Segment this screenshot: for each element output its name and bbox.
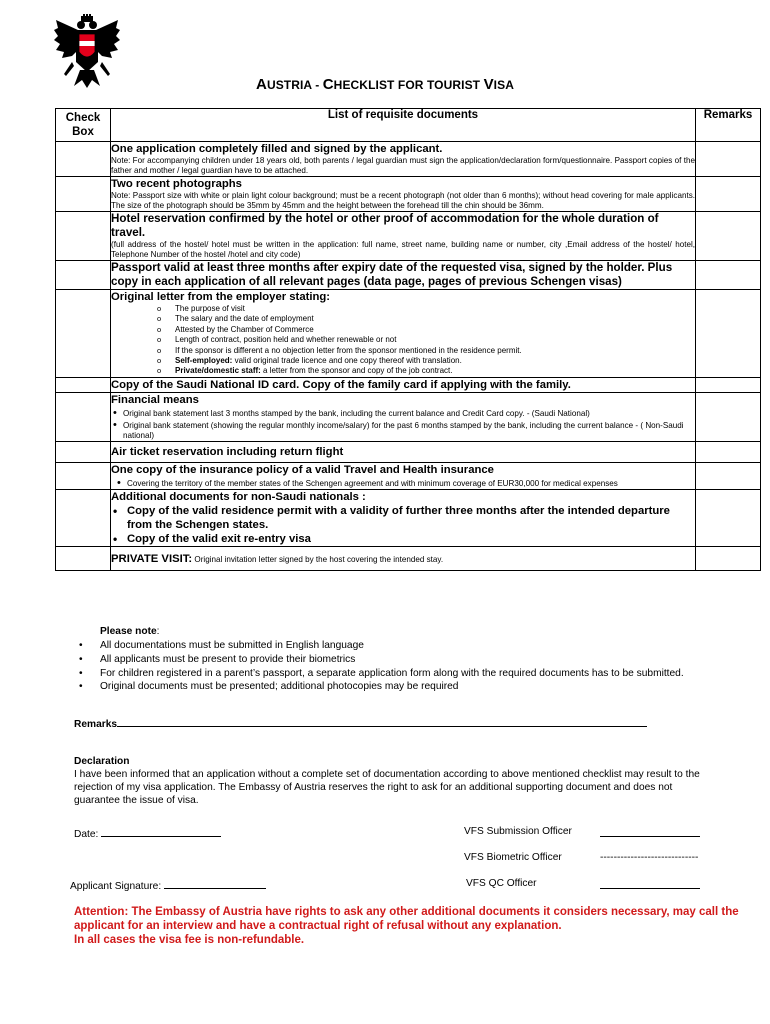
attention-line-1: Attention: The Embassy of Austria have rights to ask any other additional documents it considers necessary, may call the applicant for an interview and have a contractual right of refusal without any explanation. xyxy=(74,906,739,932)
table-row xyxy=(56,489,761,546)
remarks-cell[interactable] xyxy=(696,142,761,177)
attention-line-2: In all cases the visa fee is non-refundable. xyxy=(74,934,305,946)
item-heading: Financial means xyxy=(111,393,199,406)
vfs-submission-input-line[interactable] xyxy=(600,826,700,837)
item-heading: Two recent photographs xyxy=(111,178,242,190)
self-employed-text: valid original trade licence and one copy thereof with translation. xyxy=(232,356,462,366)
check-box-cell[interactable] xyxy=(56,546,111,570)
check-box-cell[interactable] xyxy=(56,290,111,378)
remarks-cell[interactable] xyxy=(696,177,761,212)
list-item: • Original bank statement (showing the regular monthly income/salary) for the past 6 months stamped by the bank, including the current balance - ( Non-Saudi national) xyxy=(123,421,695,441)
list-item: o Length of contract, position held and whether renewable or not xyxy=(175,335,695,345)
list-item: • All documentations must be submitted in English language xyxy=(100,639,736,653)
applicant-signature-field xyxy=(70,878,266,892)
table-row xyxy=(56,462,761,489)
financial-means-list xyxy=(111,409,695,441)
checklist-header-row xyxy=(56,109,761,142)
check-box-cell[interactable] xyxy=(56,177,111,212)
table-row xyxy=(56,290,761,378)
remarks-cell[interactable] xyxy=(696,441,761,462)
vfs-qc-input-line[interactable] xyxy=(600,878,700,889)
check-box-cell[interactable] xyxy=(56,441,111,462)
vfs-submission-label: VFS Submission Officer xyxy=(464,826,572,837)
item-heading: Air ticket reservation including return flight xyxy=(111,445,344,458)
date-label: Date: xyxy=(74,829,99,840)
table-row xyxy=(56,212,761,261)
vfs-qc-field xyxy=(466,878,537,889)
remarks-cell[interactable] xyxy=(696,212,761,261)
item-note: Note: For accompanying children under 18 years old, both parents / legal guardian must sign the application/declaration form/questionnaire. Passport copies of the father and mother / legal guardian have to be attached. xyxy=(111,156,695,175)
attention-notice xyxy=(74,905,744,947)
item-heading: Original letter from the employer stating: xyxy=(111,291,331,303)
list-item: o Attested by the Chamber of Commerce xyxy=(175,325,695,335)
check-box-cell[interactable] xyxy=(56,261,111,290)
declaration-heading: Declaration xyxy=(74,756,130,767)
vfs-qc-line-wrap xyxy=(600,878,700,892)
checklist-table xyxy=(55,108,761,571)
check-box-cell[interactable] xyxy=(56,142,111,177)
remarks-line xyxy=(74,716,647,730)
remarks-cell[interactable] xyxy=(696,261,761,290)
declaration-section xyxy=(74,755,714,807)
header-documents: List of requisite documents xyxy=(111,109,696,142)
check-box-cell[interactable] xyxy=(56,489,111,546)
list-item: o The purpose of visit xyxy=(175,304,695,314)
check-box-cell[interactable] xyxy=(56,212,111,261)
item-note: (full address of the hostel/ hotel must be written in the application: full name, street name, building name or number, city ,Email address of the hostel/ hotel, Telephone Number of the hostel /hotel and city code) xyxy=(111,240,695,259)
date-input-line[interactable] xyxy=(101,826,221,837)
list-item xyxy=(175,356,695,366)
check-box-cell[interactable] xyxy=(56,377,111,392)
self-employed-label: Self-employed: xyxy=(175,356,233,366)
remarks-label: Remarks xyxy=(74,719,118,730)
item-heading: One copy of the insurance policy of a valid Travel and Health insurance xyxy=(111,463,494,476)
list-item: o The salary and the date of employment xyxy=(175,314,695,324)
item-heading: Hotel reservation confirmed by the hotel or other proof of accommodation for the whole duration of travel. xyxy=(111,212,659,239)
list-item: • Original documents must be presented; additional photocopies may be required xyxy=(100,680,736,694)
header-remarks: Remarks xyxy=(696,109,761,142)
check-box-cell[interactable] xyxy=(56,462,111,489)
private-staff-text: a letter from the sponsor and copy of the job contract. xyxy=(260,366,453,376)
remarks-cell[interactable] xyxy=(696,377,761,392)
table-row xyxy=(56,261,761,290)
header-check-box: Check Box xyxy=(56,109,111,142)
table-row xyxy=(56,441,761,462)
item-heading: Additional documents for non-Saudi nationals : xyxy=(111,490,366,503)
vfs-biometric-field xyxy=(464,852,562,863)
item-heading: One application completely filled and signed by the applicant. xyxy=(111,143,443,155)
table-row xyxy=(56,142,761,177)
list-item xyxy=(175,366,695,376)
private-visit-label: PRIVATE VISIT: xyxy=(111,552,193,565)
remarks-cell[interactable] xyxy=(696,546,761,570)
remarks-input-line[interactable] xyxy=(117,716,647,727)
item-note: Note: Passport size with white or plain light colour background; must be a recent photograph (not older than 6 months); without head covering for male applicants. The size of the photograph should be 35mm by 45mm and the height between the forehead till the chin should be 36mm. xyxy=(111,191,695,210)
table-row xyxy=(56,177,761,212)
remarks-cell[interactable] xyxy=(696,489,761,546)
table-row xyxy=(56,377,761,392)
insurance-list xyxy=(111,479,695,489)
item-heading: Passport valid at least three months after expiry date of the requested visa, signed by the holder. Plus copy in each application of all relevant pages (data page, pages of previous Schengen visas) xyxy=(111,261,673,288)
please-note-colon: : xyxy=(156,626,160,637)
please-note-section xyxy=(76,626,736,694)
list-item: o If the sponsor is different a no objection letter from the sponsor mentioned in the residence permit. xyxy=(175,346,695,356)
table-row xyxy=(56,546,761,570)
remarks-cell[interactable] xyxy=(696,462,761,489)
vfs-qc-label: VFS QC Officer xyxy=(466,878,537,889)
vfs-biometric-dashes[interactable]: ----------------------------- xyxy=(600,852,699,863)
remarks-cell[interactable] xyxy=(696,290,761,378)
list-item: • Original bank statement last 3 months stamped by the bank, including the current balance and Credit Card copy. - (Saudi National) xyxy=(123,409,695,419)
date-field xyxy=(74,826,221,840)
check-box-cell[interactable] xyxy=(56,392,111,441)
item-heading: Copy of the Saudi National ID card. Copy of the family card if applying with the family. xyxy=(111,378,571,391)
list-item: • Copy of the valid exit re-entry visa xyxy=(127,532,695,546)
private-visit-note: Original invitation letter signed by the host covering the intended stay. xyxy=(192,554,444,564)
applicant-signature-label: Applicant Signature: xyxy=(70,881,162,892)
vfs-submission-field xyxy=(464,826,572,837)
list-item: • Covering the territory of the member states of the Schengen agreement and with minimum coverage of EUR30,000 for medical expenses xyxy=(127,479,695,489)
non-saudi-list xyxy=(111,504,695,546)
declaration-text: I have been informed that an application without a complete set of documentation according to above mentioned checklist may result to the rejection of my visa application. The Embassy of Austria reserves the right to ask for an additional supporting document and does not guarantee the issue of visa. xyxy=(74,769,700,806)
list-item: • Copy of the valid residence permit with a validity of further three months after the intended departure from the Schengen states. xyxy=(127,504,695,532)
employer-letter-list xyxy=(111,304,695,377)
vfs-submission-line-wrap xyxy=(600,826,700,840)
document-title: AUSTRIA - CHECKLIST FOR TOURIST VISA xyxy=(256,76,514,93)
applicant-signature-input-line[interactable] xyxy=(164,878,266,889)
list-item: • For children registered in a parent’s passport, a separate application form along with the required documents has to be submitted. xyxy=(100,667,736,681)
remarks-cell[interactable] xyxy=(696,392,761,441)
list-item: • All applicants must be present to provide their biometrics xyxy=(100,653,736,667)
vfs-biometric-label: VFS Biometric Officer xyxy=(464,852,562,863)
private-staff-label: Private/domestic staff: xyxy=(175,366,261,376)
table-row xyxy=(56,392,761,441)
please-note-heading: Please note xyxy=(100,626,157,637)
